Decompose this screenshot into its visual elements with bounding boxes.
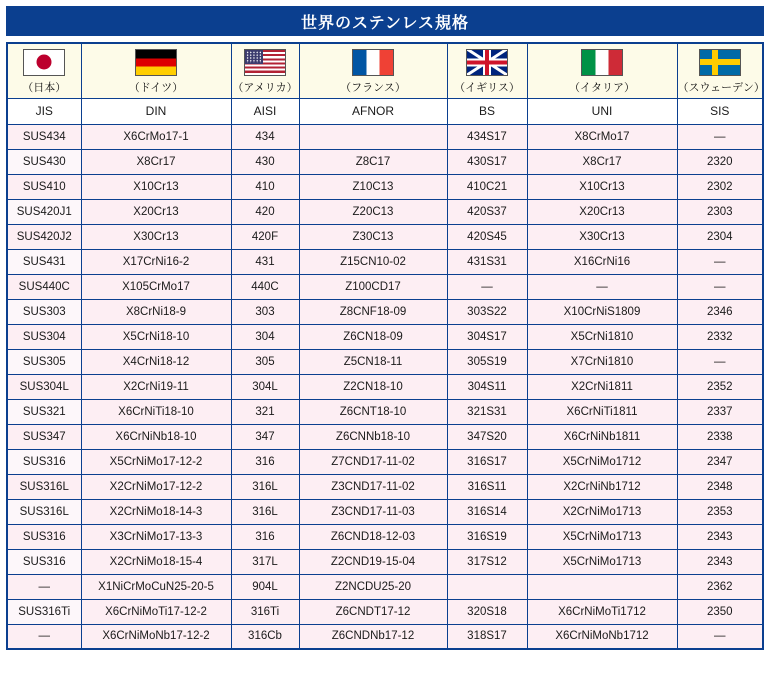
it-flag-icon	[581, 49, 623, 76]
table-row	[7, 374, 763, 399]
cell-afnor: Z10C13	[299, 174, 447, 199]
cell-bs: 347S20	[447, 424, 527, 449]
cell-jis: —	[7, 574, 81, 599]
column-header-bs: BS	[447, 98, 527, 124]
cell-bs: 420S45	[447, 224, 527, 249]
table-row	[7, 249, 763, 274]
cell-afnor: Z6CND18-12-03	[299, 524, 447, 549]
de-flag-icon	[135, 49, 177, 76]
cell-uni: X5CrNi1810	[527, 324, 677, 349]
cell-din: X10Cr13	[81, 174, 231, 199]
cell-sis: 2302	[677, 174, 763, 199]
cell-afnor: Z6CNDT17-12	[299, 599, 447, 624]
cell-bs: 304S17	[447, 324, 527, 349]
cell-sis: —	[677, 249, 763, 274]
cell-aisi: 316Cb	[231, 624, 299, 649]
cell-aisi: 420F	[231, 224, 299, 249]
cell-bs: 316S11	[447, 474, 527, 499]
cell-aisi: 904L	[231, 574, 299, 599]
cell-din: X1NiCrMoCuN25-20-5	[81, 574, 231, 599]
flag-cell-uk	[447, 43, 527, 98]
flag-header-row	[7, 43, 763, 98]
country-label-sweden: （スウェーデン）	[677, 81, 765, 94]
cell-jis: SUS440C	[7, 274, 81, 299]
column-header-din: DIN	[81, 98, 231, 124]
cell-uni: X30Cr13	[527, 224, 677, 249]
cell-sis: 2343	[677, 549, 763, 574]
cell-jis: SUS420J2	[7, 224, 81, 249]
cell-jis: —	[7, 624, 81, 649]
column-header-sis: SIS	[677, 98, 763, 124]
column-header-afnor: AFNOR	[299, 98, 447, 124]
cell-uni: X2CrNiMo1713	[527, 499, 677, 524]
cell-sis: —	[677, 349, 763, 374]
cell-uni: X8Cr17	[527, 149, 677, 174]
cell-uni: —	[527, 274, 677, 299]
cell-jis: SUS410	[7, 174, 81, 199]
flag-cell-italy	[527, 43, 677, 98]
cell-bs: 317S12	[447, 549, 527, 574]
cell-aisi: 430	[231, 149, 299, 174]
cell-uni: X5CrNiMo1713	[527, 549, 677, 574]
cell-afnor: Z8CNF18-09	[299, 299, 447, 324]
cell-sis: 2353	[677, 499, 763, 524]
cell-jis: SUS316L	[7, 474, 81, 499]
cell-sis: 2320	[677, 149, 763, 174]
cell-afnor: Z3CND17-11-03	[299, 499, 447, 524]
cell-bs: 304S11	[447, 374, 527, 399]
cell-jis: SUS321	[7, 399, 81, 424]
cell-uni: X2CrNiNb1712	[527, 474, 677, 499]
cell-afnor: Z2NCDU25-20	[299, 574, 447, 599]
cell-jis: SUS304	[7, 324, 81, 349]
cell-afnor: Z6CNDNb17-12	[299, 624, 447, 649]
cell-afnor: Z7CND17-11-02	[299, 449, 447, 474]
country-label-france: （フランス）	[340, 81, 406, 94]
cell-din: X105CrMo17	[81, 274, 231, 299]
cell-aisi: 305	[231, 349, 299, 374]
cell-aisi: 347	[231, 424, 299, 449]
flag-cell-sweden	[677, 43, 763, 98]
cell-jis: SUS305	[7, 349, 81, 374]
cell-afnor: Z6CN18-09	[299, 324, 447, 349]
cell-sis: 2352	[677, 374, 763, 399]
cell-bs	[447, 574, 527, 599]
cell-sis: —	[677, 124, 763, 149]
gb-flag-icon	[466, 49, 508, 76]
table-row	[7, 624, 763, 649]
page-title: 世界のステンレス規格	[6, 6, 764, 36]
cell-din: X2CrNiMo18-15-4	[81, 549, 231, 574]
cell-din: X5CrNiMo17-12-2	[81, 449, 231, 474]
cell-bs: 420S37	[447, 199, 527, 224]
flag-cell-japan	[7, 43, 81, 98]
cell-aisi: 316	[231, 524, 299, 549]
cell-jis: SUS347	[7, 424, 81, 449]
cell-jis: SUS316	[7, 524, 81, 549]
country-label-uk: （イギリス）	[454, 81, 520, 94]
fr-flag-icon	[352, 49, 394, 76]
cell-uni: X20Cr13	[527, 199, 677, 224]
standard-header-row	[7, 98, 763, 124]
country-label-italy: （イタリア）	[569, 81, 635, 94]
column-header-jis: JIS	[7, 98, 81, 124]
flag-cell-france	[299, 43, 447, 98]
cell-din: X2CrNiMo17-12-2	[81, 474, 231, 499]
cell-afnor: Z5CN18-11	[299, 349, 447, 374]
cell-din: X8Cr17	[81, 149, 231, 174]
cell-din: X6CrMo17-1	[81, 124, 231, 149]
table-row	[7, 299, 763, 324]
cell-jis: SUS316	[7, 549, 81, 574]
cell-uni: X7CrNi1810	[527, 349, 677, 374]
cell-afnor: Z30C13	[299, 224, 447, 249]
cell-aisi: 316	[231, 449, 299, 474]
cell-jis: SUS316	[7, 449, 81, 474]
cell-jis: SUS304L	[7, 374, 81, 399]
cell-bs: 316S14	[447, 499, 527, 524]
table-row	[7, 499, 763, 524]
cell-uni	[527, 574, 677, 599]
flag-cell-usa	[231, 43, 299, 98]
cell-uni: X6CrNiMoTi1712	[527, 599, 677, 624]
cell-din: X4CrNi18-12	[81, 349, 231, 374]
se-flag-icon	[699, 49, 741, 76]
cell-jis: SUS303	[7, 299, 81, 324]
cell-sis: 2347	[677, 449, 763, 474]
cell-din: X2CrNiMo18-14-3	[81, 499, 231, 524]
table-row	[7, 449, 763, 474]
cell-bs: 316S19	[447, 524, 527, 549]
cell-jis: SUS316L	[7, 499, 81, 524]
cell-sis: 2362	[677, 574, 763, 599]
table-row	[7, 599, 763, 624]
cell-afnor: Z6CNT18-10	[299, 399, 447, 424]
cell-aisi: 410	[231, 174, 299, 199]
cell-bs: 430S17	[447, 149, 527, 174]
cell-bs: 303S22	[447, 299, 527, 324]
cell-afnor	[299, 124, 447, 149]
cell-uni: X5CrNiMo1713	[527, 524, 677, 549]
cell-aisi: 431	[231, 249, 299, 274]
cell-aisi: 304	[231, 324, 299, 349]
cell-bs: 321S31	[447, 399, 527, 424]
cell-uni: X6CrNiNb1811	[527, 424, 677, 449]
cell-sis: 2343	[677, 524, 763, 549]
cell-bs: 431S31	[447, 249, 527, 274]
cell-afnor: Z6CNNb18-10	[299, 424, 447, 449]
cell-din: X3CrNiMo17-13-3	[81, 524, 231, 549]
cell-jis: SUS420J1	[7, 199, 81, 224]
cell-din: X2CrNi19-11	[81, 374, 231, 399]
cell-sis: —	[677, 624, 763, 649]
cell-bs: —	[447, 274, 527, 299]
cell-din: X6CrNiNb18-10	[81, 424, 231, 449]
cell-sis: 2350	[677, 599, 763, 624]
cell-aisi: 321	[231, 399, 299, 424]
cell-afnor: Z100CD17	[299, 274, 447, 299]
stainless-standards-table	[6, 42, 764, 650]
column-header-uni: UNI	[527, 98, 677, 124]
country-label-japan: （日本）	[22, 81, 67, 94]
cell-uni: X6CrNiMoNb1712	[527, 624, 677, 649]
cell-din: X30Cr13	[81, 224, 231, 249]
column-header-aisi: AISI	[231, 98, 299, 124]
cell-bs: 320S18	[447, 599, 527, 624]
cell-uni: X16CrNi16	[527, 249, 677, 274]
cell-sis: 2332	[677, 324, 763, 349]
cell-jis: SUS431	[7, 249, 81, 274]
cell-aisi: 434	[231, 124, 299, 149]
cell-sis: 2337	[677, 399, 763, 424]
table-row	[7, 524, 763, 549]
cell-sis: 2348	[677, 474, 763, 499]
cell-afnor: Z2CND19-15-04	[299, 549, 447, 574]
cell-afnor: Z15CN10-02	[299, 249, 447, 274]
cell-aisi: 316L	[231, 499, 299, 524]
table-row	[7, 574, 763, 599]
table-row	[7, 149, 763, 174]
cell-jis: SUS316Ti	[7, 599, 81, 624]
cell-afnor: Z3CND17-11-02	[299, 474, 447, 499]
cell-aisi: 420	[231, 199, 299, 224]
cell-sis: 2338	[677, 424, 763, 449]
cell-afnor: Z20C13	[299, 199, 447, 224]
cell-uni: X2CrNi1811	[527, 374, 677, 399]
cell-bs: 305S19	[447, 349, 527, 374]
jp-flag-icon	[23, 49, 65, 76]
cell-bs: 410C21	[447, 174, 527, 199]
cell-bs: 316S17	[447, 449, 527, 474]
cell-jis: SUS430	[7, 149, 81, 174]
table-row	[7, 224, 763, 249]
cell-afnor: Z8C17	[299, 149, 447, 174]
table-row	[7, 474, 763, 499]
table-row	[7, 349, 763, 374]
cell-din: X17CrNi16-2	[81, 249, 231, 274]
cell-uni: X5CrNiMo1712	[527, 449, 677, 474]
cell-din: X6CrNiTi18-10	[81, 399, 231, 424]
table-row	[7, 174, 763, 199]
flag-cell-germany	[81, 43, 231, 98]
cell-din: X6CrNiMoTi17-12-2	[81, 599, 231, 624]
table-row	[7, 324, 763, 349]
table-row	[7, 399, 763, 424]
cell-bs: 434S17	[447, 124, 527, 149]
cell-sis: 2346	[677, 299, 763, 324]
cell-din: X6CrNiMoNb17-12-2	[81, 624, 231, 649]
cell-afnor: Z2CN18-10	[299, 374, 447, 399]
cell-sis: 2303	[677, 199, 763, 224]
table-row	[7, 549, 763, 574]
cell-aisi: 304L	[231, 374, 299, 399]
cell-uni: X10CrNiS1809	[527, 299, 677, 324]
cell-sis: —	[677, 274, 763, 299]
cell-jis: SUS434	[7, 124, 81, 149]
country-label-usa: （アメリカ）	[232, 81, 298, 94]
cell-aisi: 303	[231, 299, 299, 324]
table-row	[7, 424, 763, 449]
cell-aisi: 316L	[231, 474, 299, 499]
cell-uni: X6CrNiTi1811	[527, 399, 677, 424]
cell-din: X8CrNi18-9	[81, 299, 231, 324]
cell-aisi: 440C	[231, 274, 299, 299]
cell-sis: 2304	[677, 224, 763, 249]
cell-aisi: 317L	[231, 549, 299, 574]
country-label-germany: （ドイツ）	[128, 81, 184, 94]
cell-uni: X10Cr13	[527, 174, 677, 199]
table-row	[7, 274, 763, 299]
table-row	[7, 199, 763, 224]
cell-bs: 318S17	[447, 624, 527, 649]
cell-din: X5CrNi18-10	[81, 324, 231, 349]
us-flag-icon	[244, 49, 286, 76]
cell-aisi: 316Ti	[231, 599, 299, 624]
table-row	[7, 124, 763, 149]
cell-din: X20Cr13	[81, 199, 231, 224]
cell-uni: X8CrMo17	[527, 124, 677, 149]
